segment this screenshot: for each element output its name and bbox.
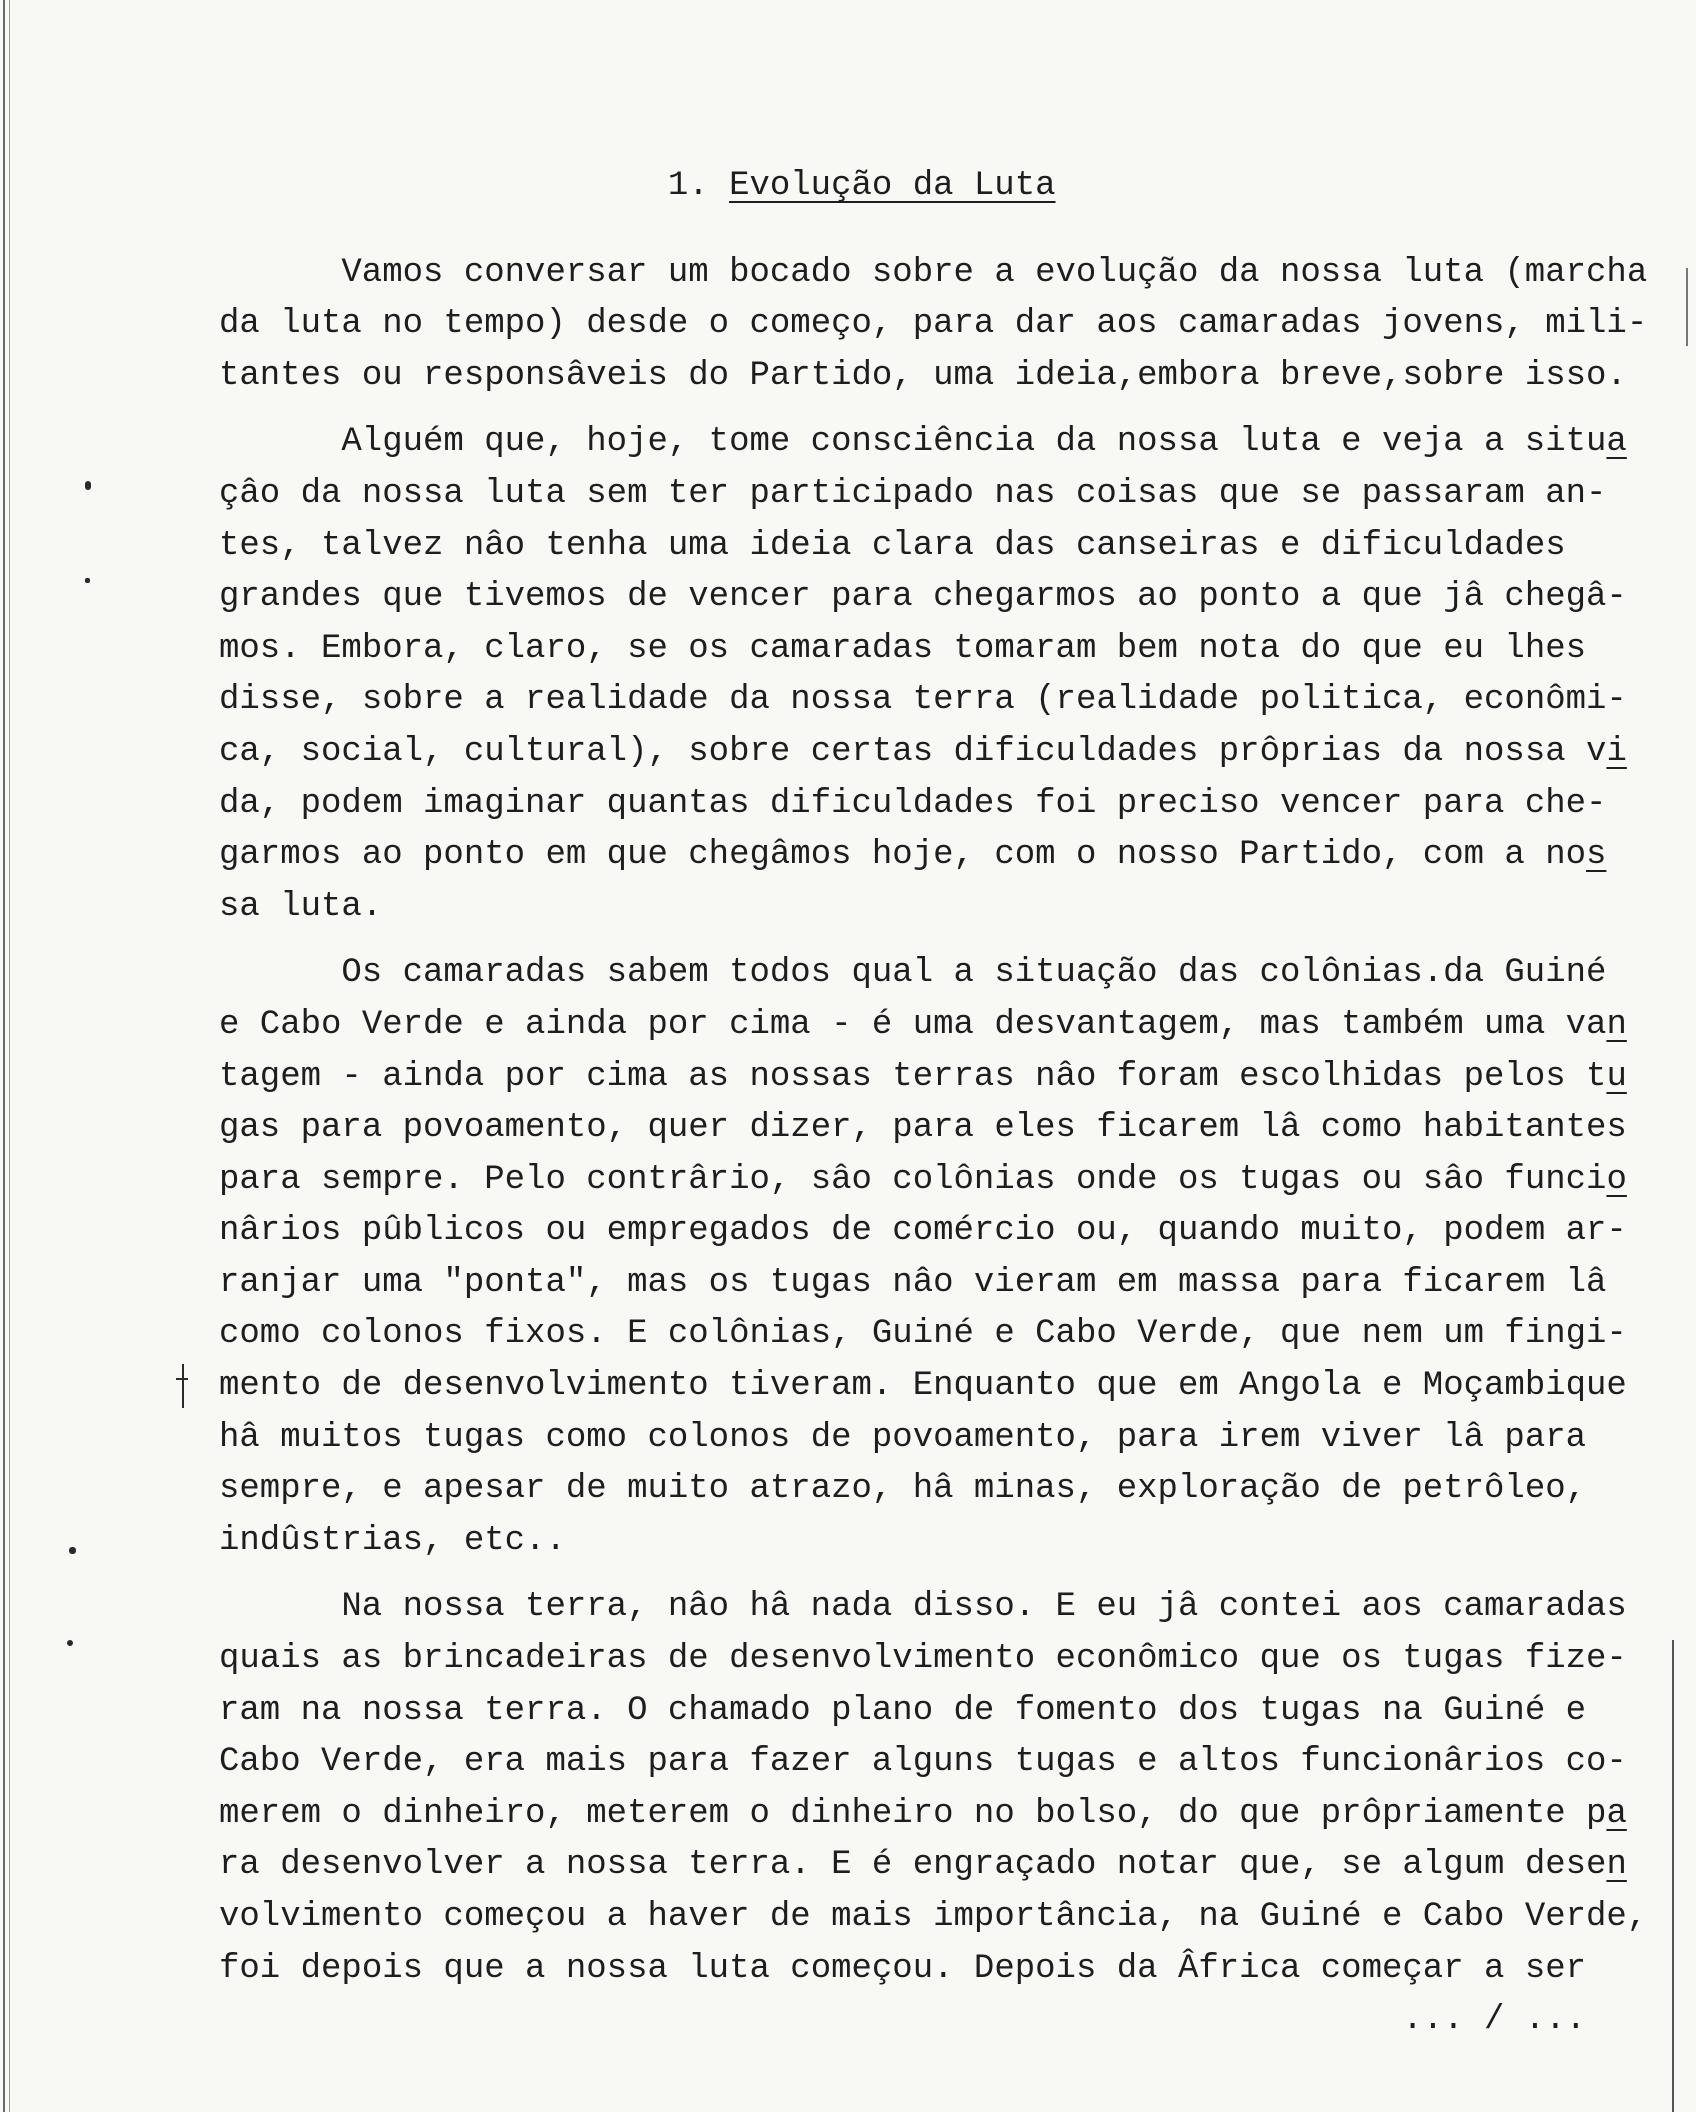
text-line: para sempre. Pelo contrârio, sâo colônias onde os tugas ou sâo funcio — [219, 1160, 1627, 1199]
hyphenation-underline: u — [1606, 1057, 1627, 1096]
text-line: sa luta. — [219, 887, 383, 926]
hyphenation-underline: n — [1606, 1005, 1627, 1044]
margin-tick-mark — [176, 1378, 188, 1380]
paragraph-3 — [219, 948, 1669, 1567]
text-line: garmos ao ponto em que chegâmos hoje, com o nosso Partido, com a nos — [219, 836, 1607, 875]
text-line: quais as brincadeiras de desenvolvimento econômico que os tugas fize- — [219, 1640, 1627, 1679]
scan-edge-left — [3, 0, 5, 2112]
text-line: tantes ou responsâveis do Partido, uma ideia,embora breve,sobre isso. — [219, 356, 1627, 395]
paragraph-2 — [219, 417, 1669, 933]
scan-edge-right — [1672, 1640, 1674, 2112]
scan-edge-left-inner — [9, 0, 10, 2112]
text-line: como colonos fixos. E colônias, Guiné e Cabo Verde, que nem um fingi- — [219, 1315, 1627, 1354]
hyphenation-underline: s — [1586, 836, 1607, 875]
text-line: merem o dinheiro, meterem o dinheiro no bolso, do que prôpriamente pa — [219, 1794, 1627, 1833]
text-line: tagem - ainda por cima as nossas terras nâo foram escolhidas pelos tu — [219, 1057, 1627, 1096]
text-line: Os camaradas sabem todos qual a situação das colônias.da Guiné — [341, 954, 1607, 993]
scan-mark-right-top — [1686, 268, 1688, 346]
heading-number: 1. — [667, 167, 709, 205]
heading-title: Evolução da Luta — [729, 167, 1056, 205]
typed-page — [219, 161, 1669, 2047]
hyphenation-underline: a — [1606, 423, 1627, 462]
margin-dot — [67, 1640, 73, 1646]
text-line: hâ muitos tugas como colonos de povoamento, para irem viver lâ para — [219, 1418, 1587, 1457]
text-line: Na nossa terra, nâo hâ nada disso. E eu jâ contei aos camaradas — [341, 1588, 1627, 1627]
text-line: da luta no tempo) desde o começo, para dar aos camaradas jovens, mili- — [219, 305, 1648, 344]
text-line: tes, talvez nâo tenha uma ideia clara das canseiras e dificuldades — [219, 526, 1566, 565]
margin-tick-mark — [182, 1364, 184, 1408]
text-line: mos. Embora, claro, se os camaradas tomaram bem nota do que eu lhes — [219, 629, 1587, 668]
text-line: ra desenvolver a nossa terra. E é engraçado notar que, se algum desen — [219, 1846, 1627, 1885]
text-line: ca, social, cultural), sobre certas dificuldades prôprias da nossa vi — [219, 732, 1627, 771]
text-line: çâo da nossa luta sem ter participado nas coisas que se passaram an- — [219, 474, 1607, 513]
hyphenation-underline: a — [1606, 1794, 1627, 1833]
text-line: mento de desenvolvimento tiveram. Enquanto que em Angola e Moçambique — [219, 1367, 1627, 1406]
hyphenation-underline: o — [1606, 1160, 1627, 1199]
text-line: nârios pûblicos ou empregados de comércio ou, quando muito, podem ar- — [219, 1212, 1627, 1251]
text-line: volvimento começou a haver de mais importância, na Guiné e Cabo Verde, — [219, 1898, 1648, 1936]
text-line: grandes que tivemos de vencer para chegarmos ao ponto a que jâ chegâ- — [219, 578, 1627, 617]
margin-dot — [85, 578, 90, 583]
paragraph-1 — [219, 248, 1669, 403]
text-line: Alguém que, hoje, tome consciência da nossa luta e veja a situa — [341, 423, 1627, 462]
continuation-marker: ... / ... — [1402, 2001, 1587, 2040]
text-line: gas para povoamento, quer dizer, para eles ficarem lâ como habitantes — [219, 1109, 1627, 1148]
text-line: ram na nossa terra. O chamado plano de fomento dos tugas na Guiné e — [219, 1691, 1587, 1730]
text-line: sempre, e apesar de muito atrazo, hâ minas, exploração de petrôleo, — [219, 1470, 1587, 1509]
text-line: disse, sobre a realidade da nossa terra (realidade politica, econômi- — [219, 681, 1627, 720]
section-heading — [219, 161, 1669, 213]
text-line: Cabo Verde, era mais para fazer alguns tugas e altos funcionârios co- — [219, 1743, 1627, 1782]
margin-dot — [85, 481, 91, 490]
hyphenation-underline: i — [1606, 732, 1627, 771]
margin-dot — [69, 1547, 76, 1554]
text-line: Vamos conversar um bocado sobre a evolução da nossa luta (marcha — [341, 253, 1648, 292]
paragraph-4 — [219, 1582, 1669, 1995]
text-line: foi depois que a nossa luta começou. Depois da Âfrica começar a ser — [219, 1949, 1587, 1988]
text-line: e Cabo Verde e ainda por cima - é uma desvantagem, mas também uma van — [219, 1005, 1627, 1044]
hyphenation-underline: n — [1606, 1846, 1627, 1885]
text-line: indûstrias, etc.. — [219, 1521, 566, 1560]
text-line: ranjar uma "ponta", mas os tugas nâo vieram em massa para ficarem lâ — [219, 1263, 1607, 1302]
text-line: da, podem imaginar quantas dificuldades foi preciso vencer para che- — [219, 784, 1607, 823]
